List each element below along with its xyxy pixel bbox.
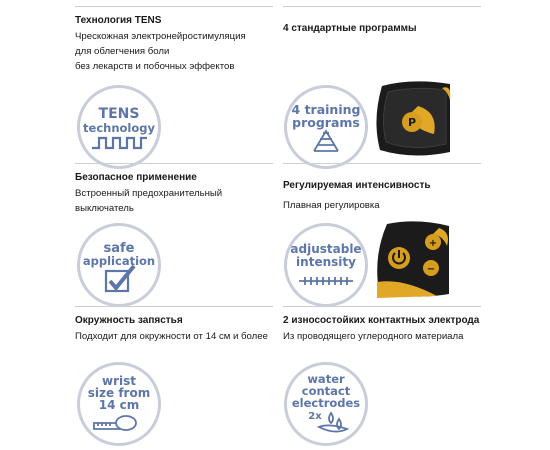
badge-text: adjustable [290,242,362,256]
description-line: Подходит для окружности от 14 см и более [75,331,268,342]
badge-text: technology [83,121,155,135]
badge-text: 14 cm [98,398,140,412]
divider [75,306,273,307]
description-line: выключатель [75,203,134,214]
plus-button-label: + [428,238,438,249]
adjustable-intensity-icon [284,223,368,307]
badge-text: size from [87,386,151,400]
description-line: без лекарств и побочных эффектов [75,61,235,72]
description-line: Плавная регулировка [283,200,380,211]
safe-application-icon [77,223,161,307]
minus-button-label: − [426,264,436,275]
feature-description [283,198,483,213]
feature-safety [75,163,275,216]
badge-text: intensity [296,255,356,269]
badge-text: safe [103,241,135,256]
wrist-size-icon [77,362,161,446]
tens-technology-icon [77,85,161,169]
description-line: Из проводящего углеродного материала [283,331,464,342]
feature-tens [75,6,275,74]
pulse-wave-icon [92,138,147,148]
description-line: Встроенный предохранительный [75,188,223,199]
feature-title: 2 износостойких контактных электрода [283,315,480,326]
feature-description [75,186,275,216]
feature-programs [283,6,483,35]
training-programs-icon [284,85,368,169]
checkbox-icon [106,266,134,291]
badge-text: programs [292,115,360,130]
divider [75,163,273,164]
water-contact-electrodes-icon [284,362,368,446]
feature-description [75,329,315,344]
badge-text: electrodes [291,396,361,410]
badge-text: 2x [308,411,322,422]
badge-text: wrist [102,374,136,388]
water-drops-icon [319,413,347,432]
badge-text: TENS [98,106,140,122]
feature-title: Регулируемая интенсивность [283,180,431,191]
pyramid-icon [314,131,338,151]
divider [283,163,481,164]
measuring-tape-icon [94,416,136,430]
device-intensity-buttons-photo [373,220,451,298]
badge-text: application [82,254,156,268]
feature-title: Окружность запястья [75,315,183,326]
divider [283,306,481,307]
feature-title: Безопасное применение [75,172,197,183]
badge-text: water [307,372,345,386]
feature-title: 4 стандартные программы [283,23,417,34]
feature-description [283,329,483,344]
device-program-button-photo [372,80,452,158]
divider [75,6,273,7]
description-line: Чрескожная электронейростимуляция [75,31,246,42]
divider [283,6,481,7]
feature-title: Технология TENS [75,15,162,26]
badge-text: contact [301,384,351,398]
badge-text: 4 training [291,102,361,117]
feature-wrist-size [75,306,275,344]
program-button-label: P [407,116,417,129]
feature-description [75,29,275,74]
feature-intensity [283,163,483,213]
slider-icon [299,277,353,285]
description-line: для облегчения боли [75,46,170,57]
feature-electrodes [283,306,483,344]
